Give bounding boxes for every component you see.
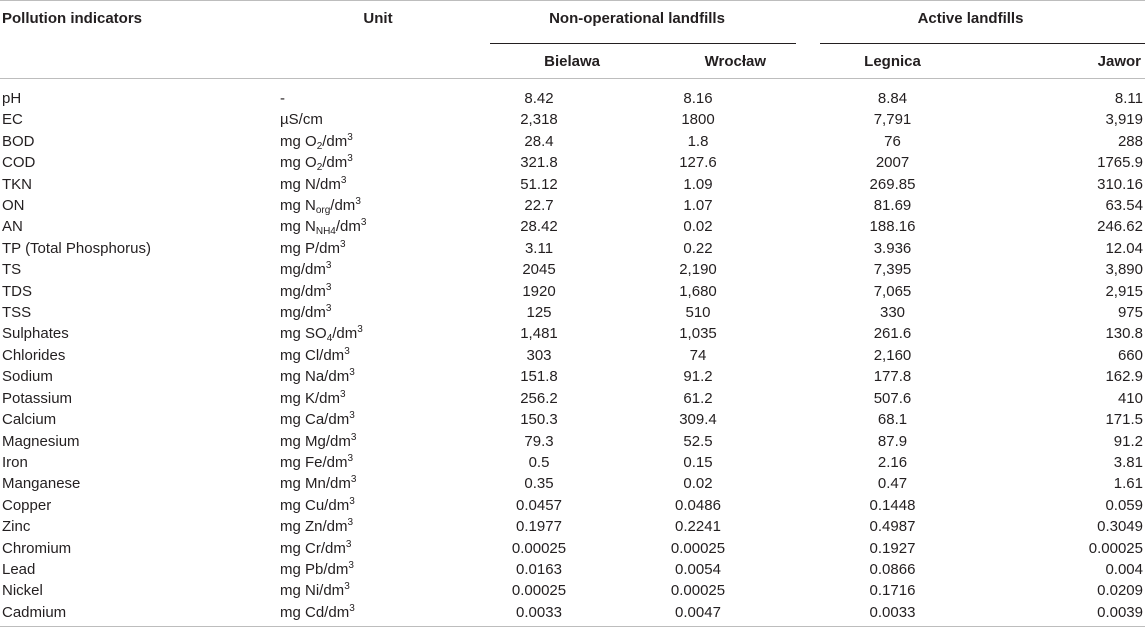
value-legnica: 0.0866 — [869, 560, 916, 578]
indicator-name: Potassium — [2, 389, 73, 407]
unit-sup: 3 — [340, 388, 346, 400]
value-jawor: 0.3049 — [1097, 518, 1143, 536]
value-legnica: 0.1927 — [869, 539, 916, 557]
value-legnica: 2,160 — [873, 346, 912, 364]
value-jawor: 0.0209 — [1097, 582, 1143, 600]
value-legnica: 261.6 — [873, 325, 912, 343]
value-bielawa: 3.11 — [524, 239, 554, 257]
unit-sup: 3 — [325, 281, 332, 293]
value-bielawa: 150.3 — [520, 411, 558, 429]
value-wroclaw: 1.07 — [683, 197, 713, 215]
table-row — [0, 388, 1145, 409]
table-row — [0, 259, 1145, 280]
value-bielawa: 0.1977 — [516, 518, 562, 536]
value-jawor: 3.81 — [1113, 453, 1143, 471]
value-wroclaw: 8.16 — [683, 90, 713, 107]
unit-pre: mg Ca/dm — [280, 411, 350, 429]
indicator-unit — [278, 281, 478, 302]
indicator-unit — [278, 131, 478, 152]
table-row — [0, 131, 1145, 152]
unit-sup: 3 — [349, 367, 355, 379]
unit-pre: mg/dm — [280, 261, 326, 279]
table-row — [0, 409, 1145, 430]
indicator-unit — [278, 602, 478, 627]
header-site-jawor: Jawor — [989, 44, 1145, 79]
unit-sup: 3 — [360, 217, 367, 229]
value-legnica: 7,065 — [873, 282, 912, 300]
value-legnica: 269.85 — [869, 175, 916, 193]
indicator-name: pH — [2, 90, 22, 107]
group-underline — [490, 43, 796, 44]
value-jawor: 8.11 — [1114, 90, 1143, 107]
indicator-name: Zinc — [2, 518, 31, 536]
value-wroclaw: 0.0054 — [675, 560, 721, 578]
table-row — [0, 238, 1145, 259]
value-wroclaw: 0.0486 — [675, 496, 721, 514]
table-body — [0, 79, 1145, 627]
value-legnica: 2007 — [875, 154, 910, 172]
value-legnica: 7,395 — [873, 261, 912, 279]
indicator-unit — [278, 559, 478, 580]
unit-mid: /dm — [335, 218, 361, 236]
indicator-name: AN — [2, 218, 23, 236]
value-jawor: 12.04 — [1105, 239, 1143, 257]
indicator-unit — [278, 345, 478, 366]
unit-sup: 3 — [349, 602, 355, 614]
indicator-name: Nickel — [2, 582, 43, 600]
table-row — [0, 281, 1145, 302]
value-legnica: 0.47 — [877, 475, 908, 493]
value-jawor: 410 — [1117, 389, 1143, 407]
header-row-groups — [0, 1, 1145, 45]
indicator-unit — [278, 79, 478, 110]
indicator-name: Manganese — [2, 475, 81, 493]
unit-sup: 3 — [357, 324, 363, 336]
indicator-unit — [278, 431, 478, 452]
unit-sup: 3 — [340, 238, 346, 250]
unit-sup: 3 — [325, 260, 332, 272]
table-row — [0, 580, 1145, 601]
unit-sub: 2 — [316, 162, 323, 174]
value-bielawa: 2,318 — [520, 111, 558, 129]
value-wroclaw: 61.2 — [683, 389, 713, 407]
unit-pre: mg Fe/dm — [280, 453, 348, 471]
table-row — [0, 602, 1145, 627]
value-jawor: 3,919 — [1105, 111, 1143, 129]
value-bielawa: 303 — [526, 346, 552, 364]
value-wroclaw: 309.4 — [679, 411, 717, 429]
value-wroclaw: 0.22 — [683, 239, 713, 257]
value-jawor: 1765.9 — [1097, 154, 1143, 172]
value-bielawa: 0.0457 — [516, 496, 562, 514]
indicator-unit — [278, 473, 478, 494]
table-row — [0, 109, 1145, 130]
unit-sup: 3 — [355, 196, 361, 208]
value-jawor: 63.54 — [1105, 197, 1143, 215]
value-legnica: 7,791 — [873, 111, 912, 129]
header-site-legnica: Legnica — [796, 44, 989, 79]
header-group-active — [796, 1, 1145, 45]
value-wroclaw: 0.00025 — [670, 539, 726, 557]
unit-pre: mg Pb/dm — [280, 560, 349, 578]
header-indicator: Pollution indicators — [0, 1, 278, 45]
indicator-name: BOD — [2, 132, 35, 150]
value-jawor: 3,890 — [1105, 261, 1143, 279]
value-legnica: 2.16 — [877, 453, 908, 471]
value-wroclaw: 510 — [685, 304, 711, 322]
value-bielawa: 22.7 — [524, 197, 554, 215]
unit-pre: mg K/dm — [280, 389, 341, 407]
table-row — [0, 345, 1145, 366]
value-bielawa: 79.3 — [524, 432, 554, 450]
unit-pre: mg Mn/dm — [280, 475, 351, 493]
unit-pre: mg/dm — [280, 282, 326, 300]
indicator-name: COD — [2, 154, 36, 172]
indicator-unit — [278, 238, 478, 259]
unit-pre: mg Zn/dm — [280, 518, 348, 536]
unit-pre: mg Mg/dm — [280, 432, 351, 450]
unit-pre: mg P/dm — [280, 239, 341, 257]
indicator-unit — [278, 538, 478, 559]
value-legnica: 0.1448 — [869, 496, 916, 514]
value-wroclaw: 0.02 — [683, 218, 713, 236]
header-blank — [278, 44, 478, 79]
value-legnica: 0.4987 — [869, 518, 916, 536]
indicator-name: Chromium — [2, 539, 72, 557]
unit-pre: µS/cm — [280, 111, 323, 129]
unit-sup: 3 — [344, 345, 350, 357]
table-row — [0, 559, 1145, 580]
value-legnica: 330 — [879, 304, 906, 322]
unit-sup: 3 — [347, 153, 353, 165]
value-bielawa: 51.12 — [520, 175, 558, 193]
value-bielawa: 321.8 — [520, 154, 558, 172]
value-wroclaw: 74 — [689, 346, 707, 364]
indicator-unit — [278, 216, 478, 237]
table-row — [0, 473, 1145, 494]
indicator-unit — [278, 388, 478, 409]
value-legnica: 177.8 — [873, 368, 912, 386]
header-row-sites — [0, 44, 1145, 79]
indicator-unit — [278, 323, 478, 344]
indicator-name: Sodium — [2, 368, 53, 386]
value-wroclaw: 0.15 — [683, 453, 713, 471]
unit-sup: 3 — [325, 303, 332, 315]
indicator-unit — [278, 495, 478, 516]
table-row — [0, 495, 1145, 516]
table-row — [0, 174, 1145, 195]
unit-sup: 3 — [350, 474, 357, 486]
indicator-unit — [278, 516, 478, 537]
value-bielawa: 0.5 — [528, 453, 550, 471]
unit-pre: mg Na/dm — [280, 368, 350, 386]
unit-mid: /dm — [332, 325, 358, 343]
indicator-name: Magnesium — [2, 432, 80, 450]
value-jawor: 246.62 — [1097, 218, 1143, 236]
unit-pre: mg O — [280, 154, 317, 172]
unit-mid: /dm — [322, 154, 348, 172]
value-legnica: 188.16 — [869, 218, 916, 236]
table-row — [0, 366, 1145, 387]
unit-sup: 3 — [340, 174, 347, 186]
indicator-name: Cadmium — [0, 602, 278, 627]
value-legnica: 81.69 — [873, 197, 912, 215]
value-jawor: 975 — [1117, 304, 1143, 322]
unit-sup: 3 — [347, 452, 354, 464]
header-blank — [0, 44, 278, 79]
indicator-name: Copper — [2, 496, 52, 514]
value-bielawa: 2045 — [522, 261, 556, 279]
value-bielawa: 1920 — [522, 282, 556, 300]
value-wroclaw: 0.02 — [683, 475, 713, 493]
value-wroclaw: 1800 — [681, 111, 715, 129]
indicator-name: Lead — [2, 560, 36, 578]
value-wroclaw: 0.0047 — [600, 602, 796, 627]
value-wroclaw: 1,680 — [679, 282, 717, 300]
indicator-unit — [278, 259, 478, 280]
unit-sup: 3 — [350, 431, 357, 443]
value-legnica: 87.9 — [877, 432, 908, 450]
indicator-name: TP (Total Phosphorus) — [2, 239, 151, 257]
unit-sup: 3 — [347, 131, 353, 143]
value-legnica: 8.84 — [877, 90, 908, 107]
table-row — [0, 452, 1145, 473]
indicator-unit — [278, 580, 478, 601]
value-bielawa: 0.0163 — [516, 560, 562, 578]
value-legnica: 76 — [884, 132, 901, 150]
value-jawor: 0.0039 — [989, 602, 1145, 627]
indicator-unit — [278, 174, 478, 195]
value-bielawa: 1,481 — [520, 325, 558, 343]
value-bielawa: 0.00025 — [511, 582, 567, 600]
group-underline — [820, 43, 1145, 44]
header-group-non-operational — [478, 1, 796, 45]
header-unit: Unit — [278, 1, 478, 45]
indicator-unit — [278, 409, 478, 430]
indicator-name: Sulphates — [2, 325, 69, 343]
indicator-name: TS — [2, 261, 22, 279]
value-wroclaw: 52.5 — [683, 432, 713, 450]
value-jawor: 162.9 — [1105, 368, 1143, 386]
unit-pre: mg N — [280, 197, 316, 215]
value-jawor: 660 — [1117, 346, 1143, 364]
unit-pre: mg Cl/dm — [280, 346, 345, 364]
unit-sub: NH4 — [315, 226, 336, 238]
table-row — [0, 538, 1145, 559]
table-row — [0, 195, 1145, 216]
unit-mid: /dm — [330, 197, 356, 215]
header-site-wroclaw: Wrocław — [600, 44, 796, 79]
indicator-name: TDS — [2, 282, 32, 300]
indicator-name: ON — [2, 197, 25, 215]
table-row — [0, 79, 1145, 110]
unit-sup: 3 — [347, 517, 354, 529]
indicator-unit — [278, 195, 478, 216]
value-jawor: 91.2 — [1113, 432, 1143, 450]
unit-sup: 3 — [345, 538, 352, 550]
value-jawor: 130.8 — [1105, 325, 1143, 343]
indicator-unit — [278, 452, 478, 473]
indicator-name: Iron — [2, 453, 28, 471]
value-wroclaw: 2,190 — [679, 261, 717, 279]
value-bielawa: 125 — [526, 304, 552, 322]
unit-sup: 3 — [349, 495, 355, 507]
value-legnica: 68.1 — [877, 411, 908, 429]
value-wroclaw: 0.00025 — [670, 582, 726, 600]
unit-pre: mg SO — [280, 325, 327, 343]
value-wroclaw: 1,035 — [679, 325, 717, 343]
indicator-name: TSS — [2, 304, 32, 322]
value-bielawa: 0.35 — [524, 475, 554, 493]
value-legnica: 0.0033 — [796, 602, 989, 627]
unit-pre: mg N/dm — [280, 175, 341, 193]
unit-sup: 3 — [349, 410, 355, 422]
value-bielawa: 28.42 — [520, 218, 558, 236]
value-bielawa: 0.00025 — [511, 539, 567, 557]
value-wroclaw: 1.09 — [683, 175, 713, 193]
value-wroclaw: 91.2 — [683, 368, 713, 386]
indicator-unit — [278, 302, 478, 323]
unit-sub: 4 — [326, 333, 333, 345]
indicator-name: EC — [2, 111, 23, 129]
value-jawor: 0.059 — [1105, 496, 1143, 514]
group-active-label: Active landfills — [917, 10, 1024, 27]
group-non-operational-label: Non-operational landfills — [549, 10, 725, 27]
value-bielawa: 0.0033 — [478, 602, 600, 627]
table-row — [0, 516, 1145, 537]
table-row — [0, 302, 1145, 323]
value-jawor: 310.16 — [1097, 175, 1143, 193]
unit-pre: mg/dm — [280, 304, 326, 322]
value-wroclaw: 127.6 — [679, 154, 717, 172]
indicator-name: TKN — [2, 175, 32, 193]
unit-pre: mg O — [280, 132, 317, 150]
value-jawor: 0.004 — [1105, 560, 1143, 578]
value-bielawa: 8.42 — [524, 90, 554, 107]
value-jawor: 0.00025 — [1088, 539, 1143, 557]
value-wroclaw: 1.8 — [687, 132, 709, 150]
value-wroclaw: 0.2241 — [675, 518, 721, 536]
unit-sup: 3 — [348, 559, 354, 571]
indicator-name: Chlorides — [2, 346, 66, 364]
table-row — [0, 431, 1145, 452]
value-bielawa: 256.2 — [520, 389, 558, 407]
unit-pre: - — [280, 90, 285, 107]
value-jawor: 2,915 — [1105, 282, 1143, 300]
unit-sub: org — [315, 205, 331, 217]
unit-pre: mg N — [280, 218, 316, 236]
indicator-name: Calcium — [2, 411, 57, 429]
unit-mid: /dm — [322, 132, 348, 150]
indicator-unit — [278, 152, 478, 173]
header-site-bielawa: Bielawa — [478, 44, 600, 79]
table-row — [0, 323, 1145, 344]
value-bielawa: 151.8 — [520, 368, 558, 386]
indicator-unit — [278, 109, 478, 130]
value-legnica: 0.1716 — [869, 582, 916, 600]
value-bielawa: 28.4 — [524, 132, 554, 150]
unit-sup: 3 — [344, 581, 350, 593]
unit-pre: mg Cd/dm — [280, 603, 350, 621]
value-jawor: 1.61 — [1113, 475, 1143, 493]
value-legnica: 3.936 — [873, 239, 912, 257]
unit-pre: mg Ni/dm — [280, 582, 345, 600]
unit-pre: mg Cr/dm — [280, 539, 346, 557]
unit-pre: mg Cu/dm — [280, 496, 350, 514]
table-row — [0, 216, 1145, 237]
value-jawor: 171.5 — [1105, 411, 1143, 429]
value-jawor: 288 — [1117, 132, 1143, 150]
indicator-unit — [278, 366, 478, 387]
unit-sub: 2 — [316, 140, 323, 152]
table-row — [0, 152, 1145, 173]
value-legnica: 507.6 — [873, 389, 912, 407]
